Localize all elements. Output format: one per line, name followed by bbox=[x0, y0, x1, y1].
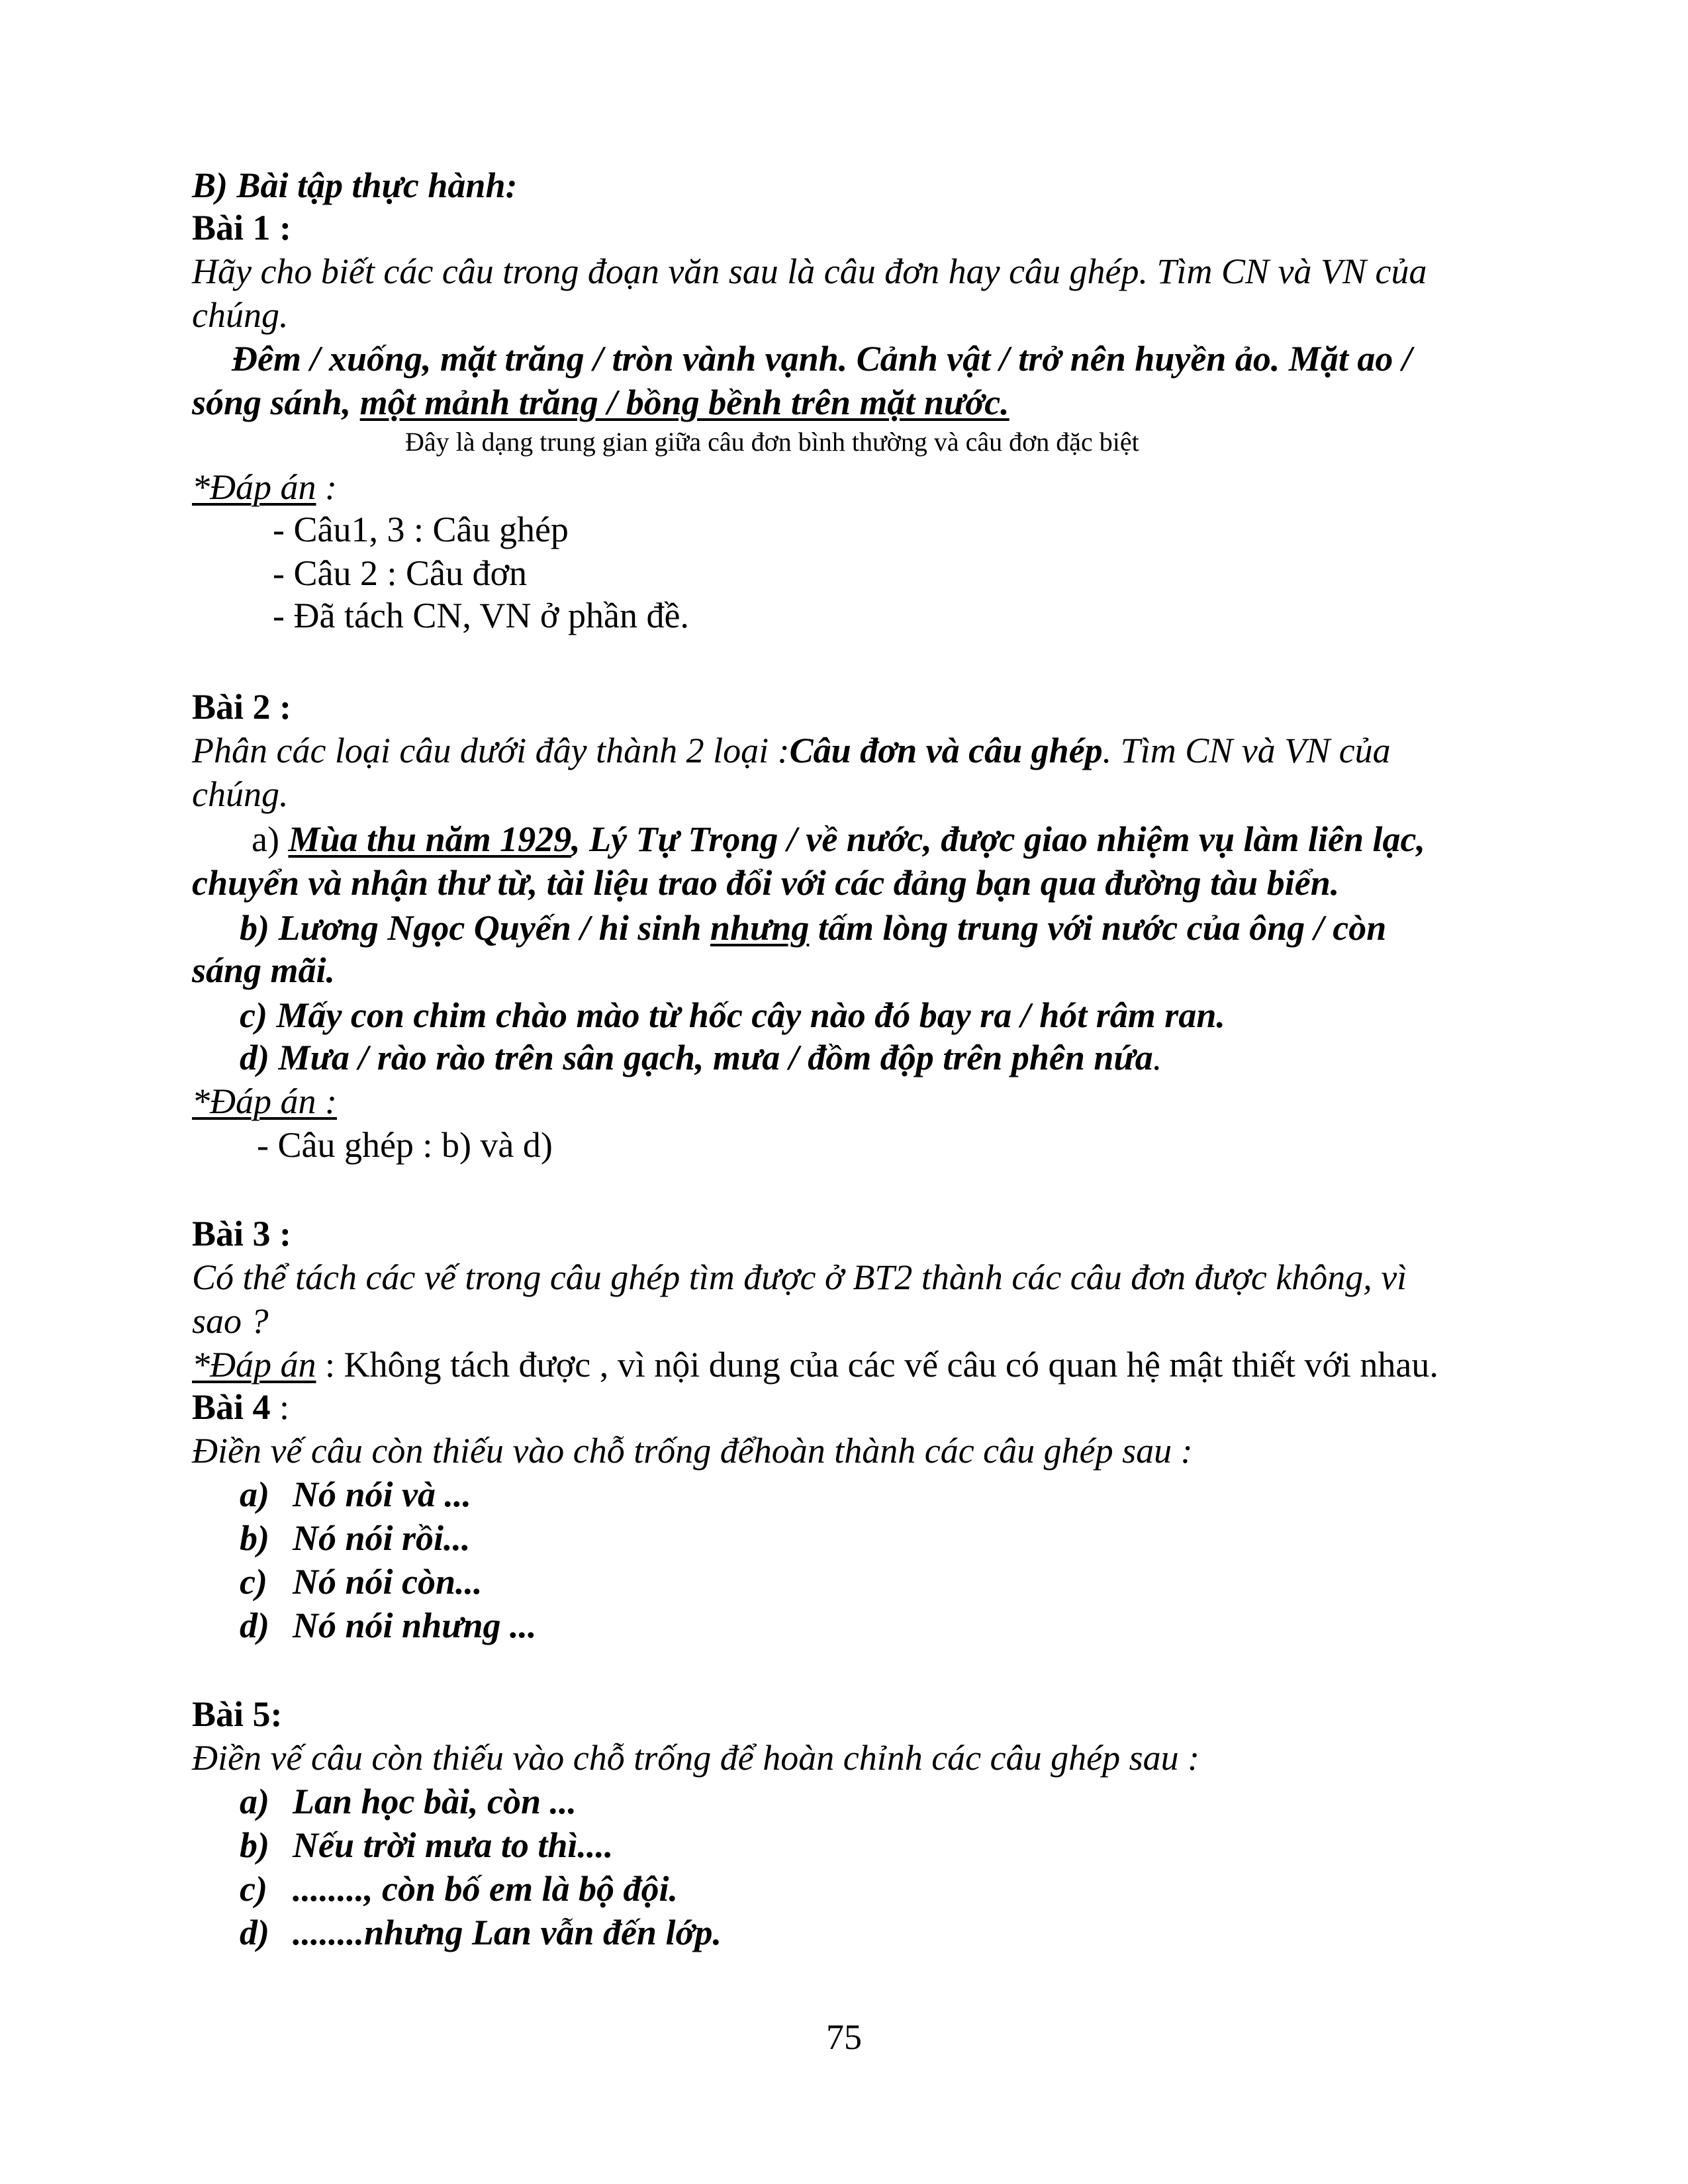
bai4-item-c: c) Nó nói còn... bbox=[240, 1562, 483, 1602]
bai1-passage-line1: Đêm / xuống, mặt trăng / tròn vành vạnh. Cảnh vật / trở nên huyền ảo. Mặt ao / bbox=[232, 339, 1412, 379]
bai2-item-a-line2: chuyển và nhận thư từ, tài liệu trao đổi với các đảng bạn qua đường tàu biển. bbox=[192, 863, 1340, 903]
bai2-prompt-line2: chúng. bbox=[192, 774, 289, 814]
bai2-item-c: c) Mấy con chim chào mào từ hốc cây nào đó bay ra / hót râm ran. bbox=[240, 995, 1225, 1035]
bai4-item-a: a) Nó nói và ... bbox=[240, 1475, 471, 1514]
bai1-prompt-line1: Hãy cho biết các câu trong đoạn văn sau là câu đơn hay câu ghép. Tìm CN và VN của bbox=[192, 251, 1427, 291]
bai2-answer: - Câu ghép : b) và d) bbox=[257, 1125, 553, 1165]
section-title: B) Bài tập thực hành: bbox=[192, 165, 518, 205]
bai1-answer-3: - Đã tách CN, VN ở phần đề. bbox=[273, 596, 689, 635]
bai1-answer-1: - Câu1, 3 : Câu ghép bbox=[273, 510, 569, 549]
bai4-prompt: Điền vế câu còn thiếu vào chỗ trống đểhoàn thành các câu ghép sau : bbox=[192, 1431, 1193, 1471]
bai2-answer-label: *Đáp án : bbox=[192, 1081, 337, 1121]
bai2-heading: Bài 2 : bbox=[192, 687, 292, 727]
bai1-note: Đây là dạng trung gian giữa câu đơn bình thường và câu đơn đặc biệt bbox=[405, 427, 1139, 457]
bai5-item-a: a) Lan học bài, còn ... bbox=[240, 1782, 577, 1821]
bai3-prompt-line2: sao ? bbox=[192, 1301, 269, 1341]
bai2-prompt-line1: Phân các loại câu dưới đây thành 2 loại :Câu đơn và câu ghép. Tìm CN và VN của bbox=[192, 731, 1391, 770]
bai5-item-d: d) ........nhưng Lan vẫn đến lớp. bbox=[240, 1913, 722, 1952]
bai4-item-d: d) Nó nói nhưng ... bbox=[240, 1606, 537, 1645]
bai3-answer: *Đáp án : Không tách được , vì nội dung của các vế câu có quan hệ mật thiết với nhau. bbox=[192, 1345, 1438, 1385]
bai1-passage-underlined: một mảnh trăng / bồng bềnh trên mặt nước. bbox=[359, 383, 1009, 422]
bai1-heading: Bài 1 : bbox=[192, 208, 292, 248]
bai2-item-b-line1: b) Lương Ngọc Quyến / hi sinh nhưng tấm lòng trung với nước của ông / còn bbox=[240, 908, 1387, 948]
page-number: 75 bbox=[826, 2017, 862, 2057]
bai1-answer-label: *Đáp án : bbox=[192, 467, 337, 507]
bai5-heading: Bài 5: bbox=[192, 1694, 283, 1734]
bai5-item-b: b) Nếu trời mưa to thì.... bbox=[240, 1825, 614, 1865]
bai2-item-b-line2: sáng mãi. bbox=[192, 950, 336, 990]
bai4-heading: Bài 4 : bbox=[192, 1387, 290, 1427]
bai5-item-c: c) ........, còn bố em là bộ đội. bbox=[240, 1869, 678, 1909]
bai2-item-d: d) Mưa / rào rào trên sân gạch, mưa / đồm độp trên phên nứa. bbox=[240, 1038, 1162, 1077]
bai2-item-a-line1: a) Mùa thu năm 1929, Lý Tự Trọng / về nước, được giao nhiệm vụ làm liên lạc, bbox=[252, 819, 1426, 859]
bai3-heading: Bài 3 : bbox=[192, 1214, 292, 1253]
bai4-item-b: b) Nó nói rồi... bbox=[240, 1518, 471, 1558]
bai1-prompt-line2: chúng. bbox=[192, 295, 289, 335]
bai1-passage-line2: sóng sánh, một mảnh trăng / bồng bềnh trên mặt nước. bbox=[192, 383, 1009, 422]
bai3-prompt-line1: Có thể tách các vế trong câu ghép tìm được ở BT2 thành các câu đơn được không, vì bbox=[192, 1257, 1407, 1297]
bai5-prompt: Điền vế câu còn thiếu vào chỗ trống để hoàn chỉnh các câu ghép sau : bbox=[192, 1738, 1200, 1778]
bai1-answer-2: - Câu 2 : Câu đơn bbox=[273, 553, 528, 593]
